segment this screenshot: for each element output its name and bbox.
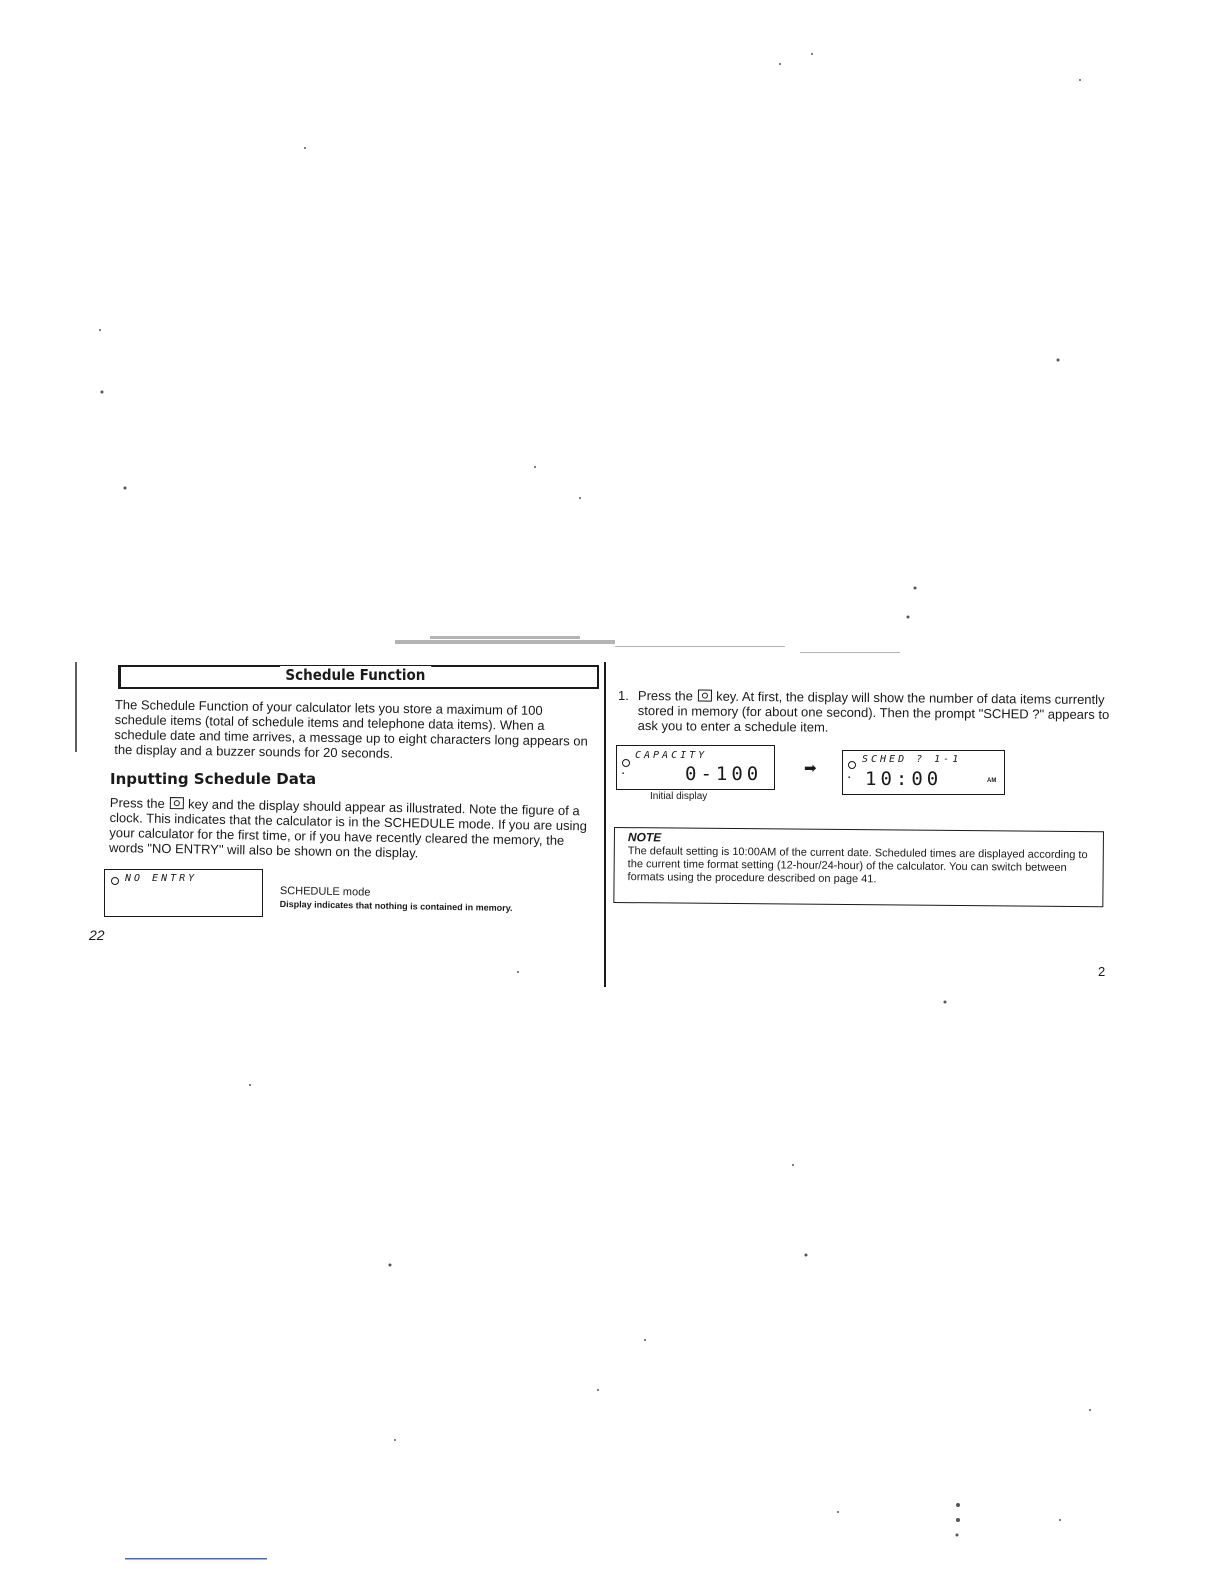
left-page-number: 22 — [89, 927, 105, 943]
capacity-display-top: CAPACITY — [635, 750, 708, 761]
caption-text: Display indicates that nothing is contained in memory. — [279, 898, 513, 914]
set-indicator: ▪ — [848, 775, 851, 781]
left-page — [0, 0, 604, 1584]
intro-paragraph: The Schedule Function of your calculator lets you store a maximum of 100 schedule items (total of schedule items and telephone data items). When a schedule date and time arrives, a message up to eight characters long appears on the display and a buzzer sounds for 20 seconds. — [114, 697, 588, 761]
step-paragraph — [638, 688, 1110, 737]
schedule-key-icon-right — [697, 690, 711, 702]
caption-title: SCHEDULE mode — [279, 885, 371, 899]
step-paragraph-start: Press the — [637, 688, 693, 704]
no-entry-display — [104, 869, 263, 917]
schedule-key-icon — [169, 797, 183, 809]
arrow-icon: ➡ — [804, 760, 817, 777]
capacity-display — [616, 745, 775, 790]
note-box — [613, 827, 1104, 907]
capacity-display-value: 0-100 — [685, 763, 763, 785]
clock-icon — [111, 877, 119, 885]
right-page — [606, 0, 1224, 1584]
note-title: NOTE — [627, 830, 662, 845]
display-caption — [280, 885, 580, 914]
right-page-number: 2 — [1098, 964, 1106, 979]
sched-display — [842, 750, 1005, 795]
input-paragraph-start: Press the — [109, 795, 165, 811]
set-indicator: ▪ — [622, 771, 625, 777]
step-paragraph-rest: key. At first, the display will show the number of data items currently stored in memory (for about one second). Then the prompt "SCHED ?" appears to ask you to enter a schedule item. — [637, 688, 1110, 735]
step-number: 1. — [618, 688, 629, 703]
subheading: Inputting Schedule Data — [110, 770, 317, 788]
note-text: The default setting is 10:00AM of the current date. Scheduled times are displayed according to the current time format setting (12-hour/24-hour) of the calculator. You can switch between formats using the procedure described on page 41. — [627, 845, 1088, 886]
am-indicator: AM — [987, 778, 997, 784]
clock-icon — [622, 759, 630, 767]
input-paragraph — [109, 795, 590, 863]
sched-display-time: 10:00 — [865, 768, 943, 790]
no-entry-display-text: NO ENTRY — [125, 873, 198, 884]
section-title: Schedule Function — [280, 666, 431, 684]
sched-display-top: SCHED ? 1-1 — [862, 754, 962, 765]
initial-display-caption: Initial display — [650, 791, 708, 802]
clock-icon — [848, 761, 856, 769]
input-paragraph-rest: key and the display should appear as illustrated. Note the figure of a clock. This indicates that the calculator is in the SCHEDULE mode. If you are using your calculator for the first time, or if you have recently cleared the memory, the words "NO ENTRY" will also be shown on the display. — [108, 796, 588, 861]
